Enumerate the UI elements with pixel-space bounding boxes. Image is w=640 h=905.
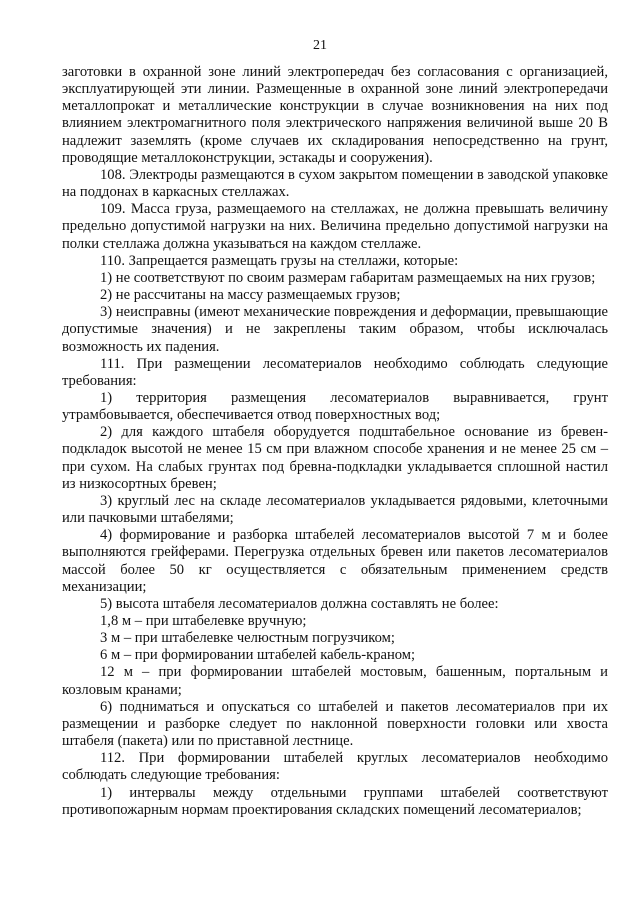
paragraph-111-item-5-height-1: 1,8 м – при штабелевке вручную; [100, 613, 307, 629]
paragraph-110-item-2: 2) не рассчитаны на массу размещаемых грузов; [100, 287, 401, 304]
paragraph-111-item-5-height-2: 3 м – при штабелевке челюстным погрузчиком; [100, 630, 395, 647]
paragraph-109: 109. Масса груза, размещаемого на стеллажах, не должна превышать величину предельно допустимой нагрузки на них. Величина предельно допустимой нагрузки на полки стеллажа должна указываться на каждом стеллаже. [62, 201, 608, 252]
paragraph-continuation: заготовки в охранной зоне линий электропередач без согласования с организацией, эксплуатирующей эти линии. Размещенные в охранной зоне линий электропередачи металлопрокат и металлические конструкции в случае возникновения на них под влиянием электромагнитного поля электрического напряжения величиной выше 20 В надлежит заземлять (кроме случаев их складирования непосредственно на грунт, проводящие металлоконструкции, эстакады и сооружения). [62, 64, 608, 166]
paragraph-111-item-5-height-3: 6 м – при формировании штабелей кабель-краном; [100, 647, 416, 664]
paragraph-110-item-3: 3) неисправны (имеют механические повреждения и деформации, превышающие допустимые значения) и не закреплены таким образом, чтобы исключалась возможность их падения. [62, 304, 608, 355]
paragraph-111-item-2: 2) для каждого штабеля оборудуется подштабельное основание из бревен-подкладок высотой не менее 15 см при влажном способе хранения и не менее 25 см – при сухом. На слабых грунтах под бревна-подкладки укладывается сплошной настил из низкосортных бревен; [62, 424, 608, 492]
paragraph-111-item-1: 1) территория размещения лесоматериалов выравнивается, грунт утрамбовывается, обеспечивается отвод поверхностных вод; [62, 389, 608, 424]
paragraph-112: 112. При формировании штабелей круглых лесоматериалов необходимо соблюдать следующие требования: [62, 750, 608, 784]
paragraph-111-item-5-height-4: 12 м – при формировании штабелей мостовым, башенным, портальным и козловым кранами; [62, 664, 608, 698]
paragraph-110: 110. Запрещается размещать грузы на стеллажи, которые: [100, 252, 459, 269]
paragraph-111-item-5: 5) высота штабеля лесоматериалов должна составлять не более: [100, 595, 499, 612]
paragraph-111-item-3: 3) круглый лес на складе лесоматериалов укладывается рядовыми, клеточными или пачковыми штабелями; [62, 492, 608, 527]
paragraph-108: 108. Электроды размещаются в сухом закрытом помещении в заводской упаковке на поддонах в каркасных стеллажах. [62, 166, 608, 201]
paragraph-111: 111. При размещении лесоматериалов необходимо соблюдать следующие требования: [62, 355, 608, 389]
paragraph-111-item-6: 6) подниматься и опускаться со штабелей и пакетов лесоматериалов при их размещении и разборке следует по наклонной поверхности головки или хвоста штабеля (пакета) или по приставной лестнице. [62, 698, 608, 750]
document-body [62, 64, 608, 819]
paragraph-111-item-4: 4) формирование и разборка штабелей лесоматериалов высотой 7 м и более выполняются грейферами. Перегрузка отдельных бревен или пакетов лесоматериалов массой более 50 кг осуществляется с обязательным применением средств механизации; [62, 527, 608, 595]
page-number: 21 [313, 38, 327, 53]
paragraph-112-item-1: 1) интервалы между отдельными группами штабелей соответствуют противопожарным нормам проектирования складских помещений лесоматериалов; [62, 784, 608, 818]
paragraph-110-item-1: 1) не соответствуют по своим размерам габаритам размещаемых на них грузов; [100, 269, 596, 286]
